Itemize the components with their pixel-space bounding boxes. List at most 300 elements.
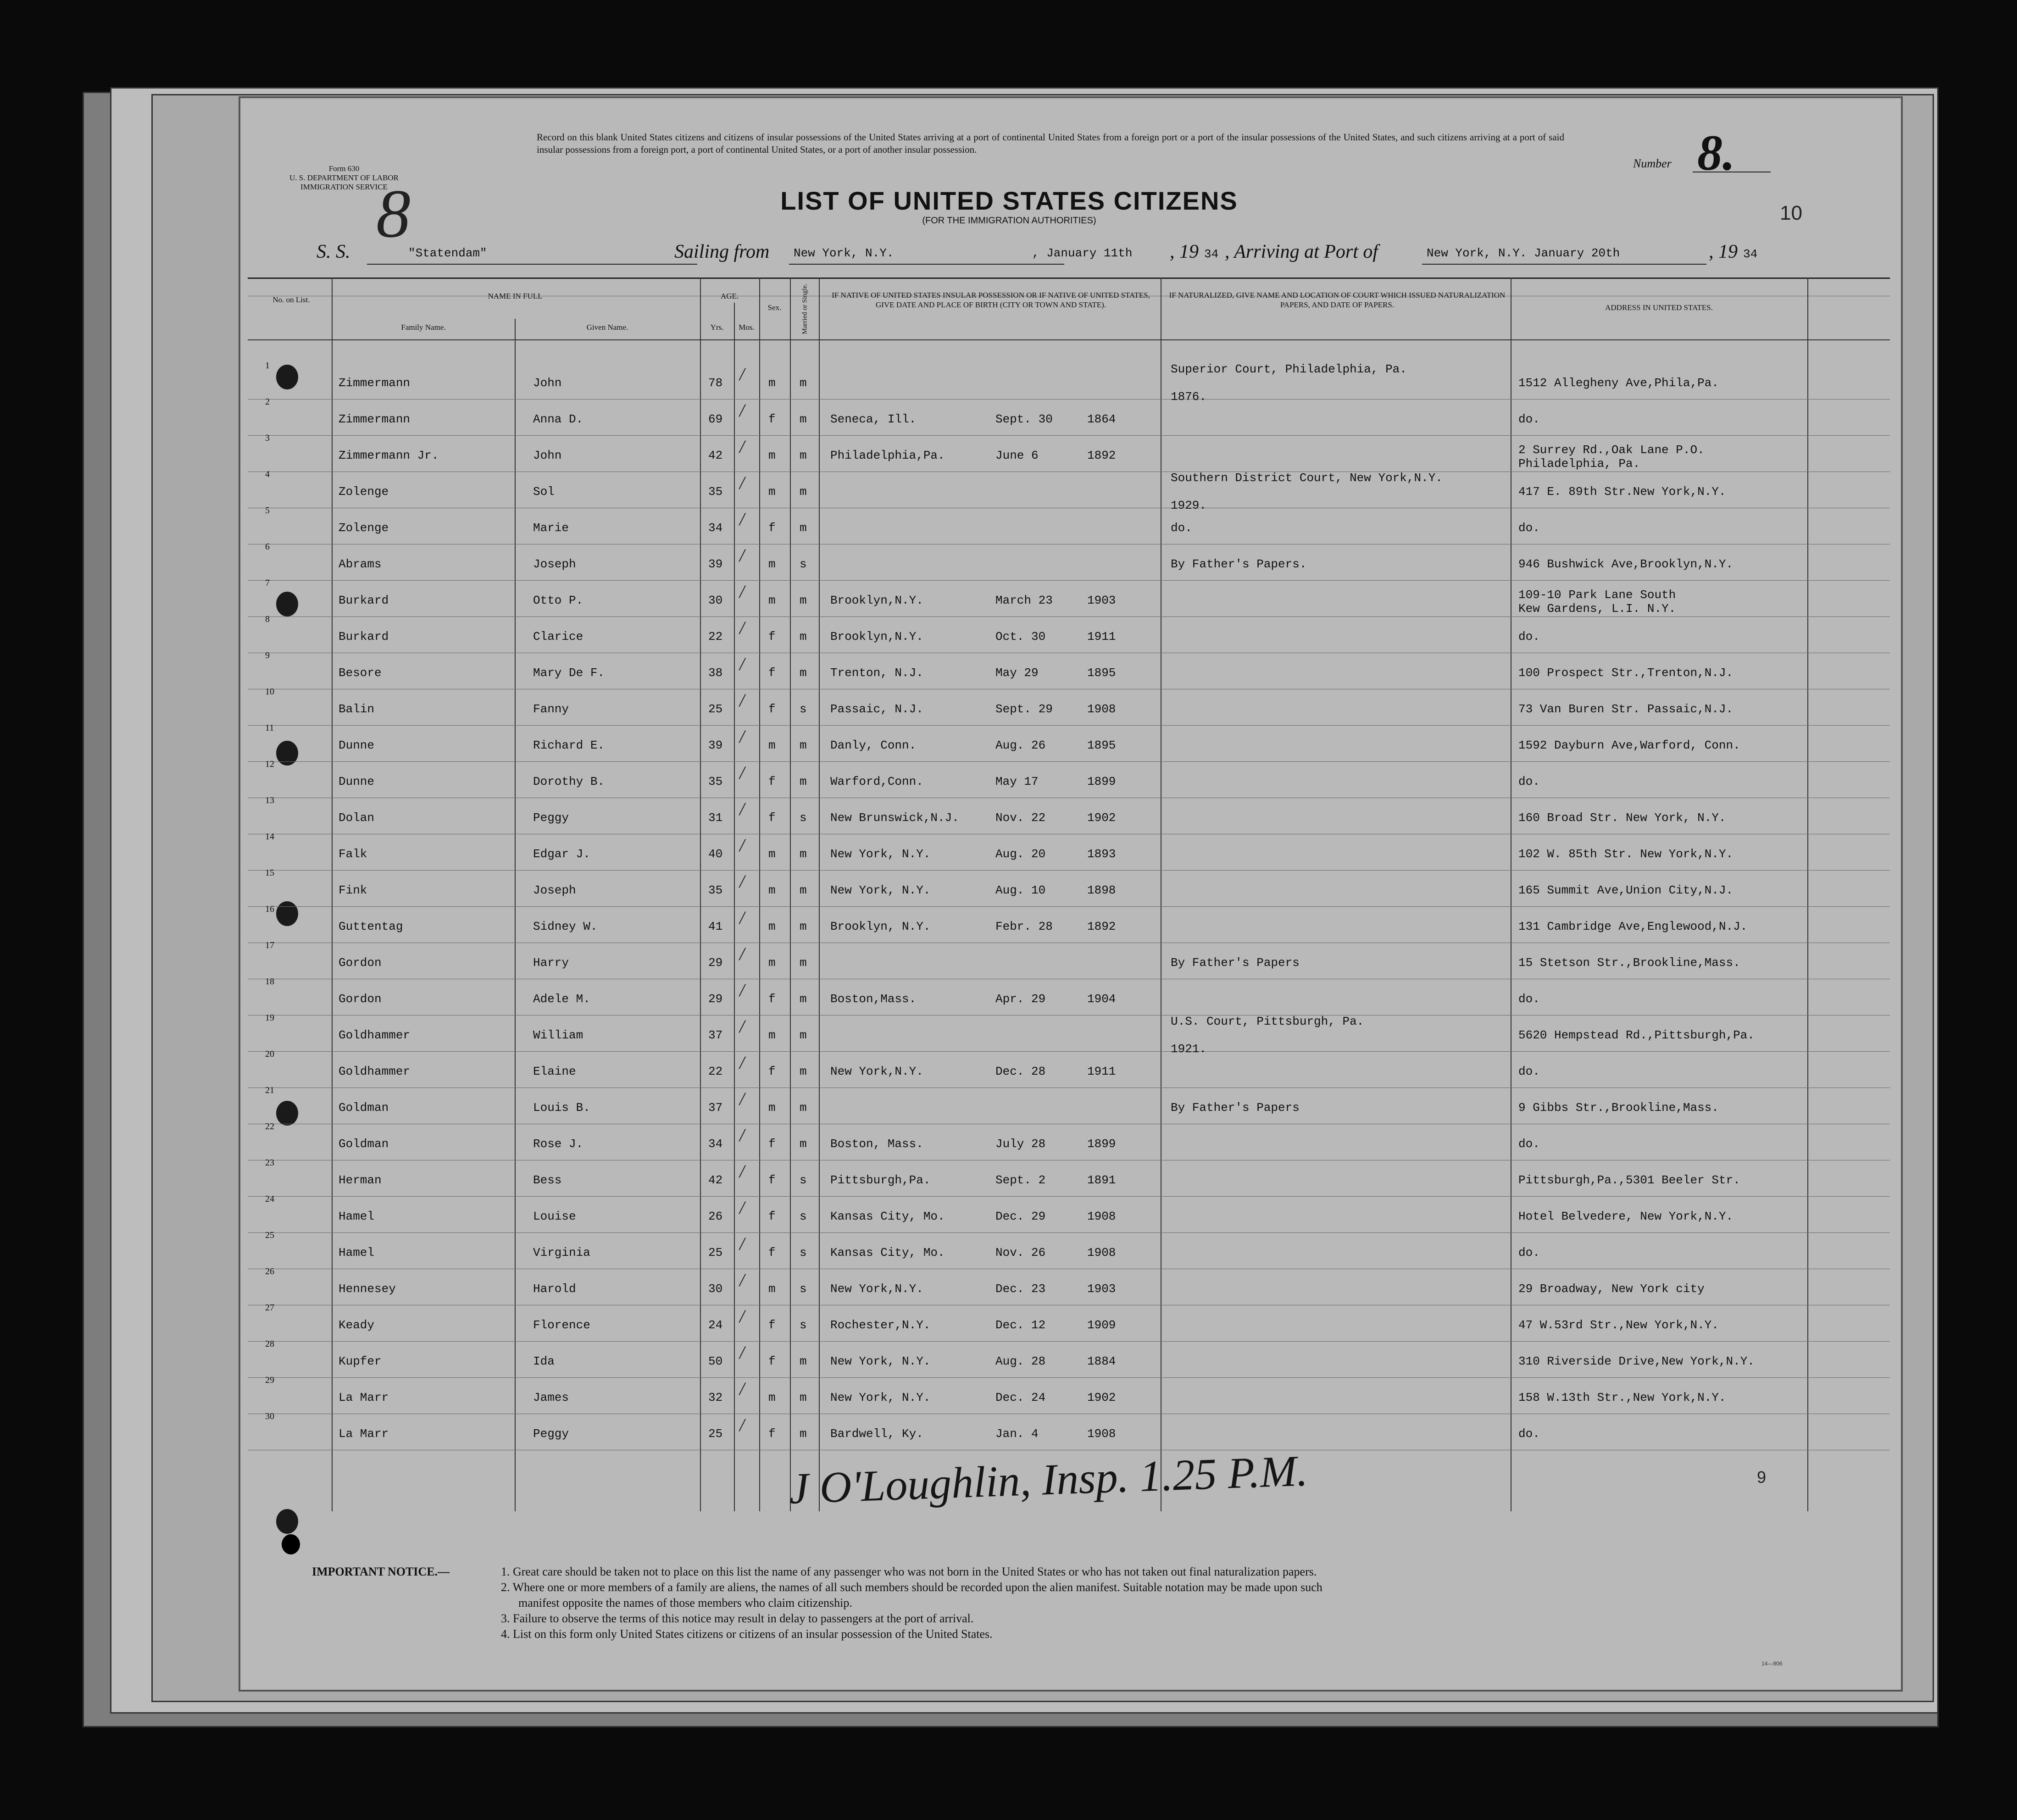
arrival-underline [1422, 264, 1706, 265]
birth-place: New York, N.Y. [830, 847, 931, 861]
check-mark: / [739, 1270, 745, 1290]
marital-status: m [800, 1427, 807, 1441]
column-rule [734, 303, 735, 1511]
naturalization-court: Southern District Court, New York,N.Y. [1171, 471, 1443, 485]
col-yrs-header: Yrs. [710, 323, 724, 332]
birth-date: Aug. 26 [995, 738, 1046, 752]
row-number: 28 [265, 1339, 274, 1349]
check-mark: / [739, 1378, 745, 1399]
given-name: Otto P. [533, 594, 583, 607]
address-line-2: Philadelphia, Pa. [1518, 457, 1640, 471]
marital-status: m [800, 883, 807, 897]
family-name: Goldhammer [339, 1028, 411, 1042]
sex: f [768, 1246, 776, 1260]
check-mark: / [739, 1342, 745, 1363]
col-age-header: AGE. [720, 292, 739, 300]
birth-year: 1904 [1087, 992, 1116, 1006]
marital-status: s [800, 557, 807, 571]
birth-place: Philadelphia,Pa. [830, 449, 945, 462]
check-mark: / [739, 726, 745, 747]
address-line-1: 165 Summit Ave,Union City,N.J. [1518, 883, 1734, 897]
birth-place: Trenton, N.J. [830, 666, 923, 680]
given-name: Fanny [533, 702, 569, 716]
marital-status: m [800, 666, 807, 680]
marital-status: s [800, 1210, 807, 1223]
given-name: Joseph [533, 557, 576, 571]
col-family-header: Family Name. [401, 323, 446, 332]
marital-status: s [800, 702, 807, 716]
birth-place: Rochester,N.Y. [830, 1318, 931, 1332]
check-mark: / [739, 799, 745, 819]
birth-date: Aug. 28 [995, 1354, 1046, 1368]
sex: m [768, 883, 776, 897]
column-rule [819, 277, 820, 1511]
birth-year: 1908 [1087, 1246, 1116, 1260]
age-years: 39 [708, 557, 723, 571]
birth-date: Oct. 30 [995, 630, 1046, 644]
check-mark: / [739, 943, 745, 964]
col-address-header: ADDRESS IN UNITED STATES. [1605, 303, 1713, 312]
sex: f [768, 1427, 776, 1441]
age-years: 31 [708, 811, 723, 825]
age-years: 25 [708, 1246, 723, 1260]
age-years: 29 [708, 956, 723, 970]
check-mark: / [739, 1197, 745, 1218]
birth-date: May 29 [995, 666, 1039, 680]
inspector-signature: J O'Loughlin, Insp. 1.25 P.M. [788, 1446, 1309, 1513]
sex: f [768, 1318, 776, 1332]
row-number: 21 [265, 1085, 274, 1095]
notice-item: 4. List on this form only United States citizens or citizens of an insular possession of the United States. [501, 1627, 993, 1641]
family-name: Dolan [339, 811, 375, 825]
given-name: Dorothy B. [533, 775, 605, 788]
marital-status: m [800, 956, 807, 970]
marital-status: m [800, 1354, 807, 1368]
family-name: La Marr [339, 1391, 389, 1404]
birth-date: Dec. 23 [995, 1282, 1046, 1296]
marital-status: m [800, 594, 807, 607]
address-line-1: 160 Broad Str. New York, N.Y. [1518, 811, 1726, 825]
birth-year: 1899 [1087, 1137, 1116, 1151]
address-line-1: do. [1518, 775, 1540, 788]
family-name: Zolenge [339, 485, 389, 499]
age-years: 39 [708, 738, 723, 752]
birth-place: New York,N.Y. [830, 1282, 923, 1296]
sex: f [768, 775, 776, 788]
birth-date: Dec. 24 [995, 1391, 1046, 1404]
row-number: 4 [265, 469, 270, 479]
notice-item: 3. Failure to observe the terms of this notice may result in delay to passengers at the port of arrival. [501, 1612, 974, 1625]
given-name: Rose J. [533, 1137, 583, 1151]
row-number: 17 [265, 940, 274, 950]
marital-status: m [800, 412, 807, 426]
age-years: 69 [708, 412, 723, 426]
birth-place: Brooklyn,N.Y. [830, 630, 923, 644]
address-line-1: 131 Cambridge Ave,Englewood,N.J. [1518, 920, 1748, 933]
year-prefix: , 19 [1170, 241, 1199, 262]
sex: m [768, 956, 776, 970]
birth-year: 1908 [1087, 702, 1116, 716]
family-name: Burkard [339, 594, 389, 607]
given-name: Mary De F. [533, 666, 605, 680]
address-line-1: 109-10 Park Lane South [1518, 588, 1676, 602]
check-mark: / [739, 1161, 745, 1182]
check-mark: / [739, 364, 745, 384]
row-rule [248, 1196, 1890, 1197]
given-name: Sol [533, 485, 555, 499]
address-line-1: 47 W.53rd Str.,New York,N.Y. [1518, 1318, 1719, 1332]
address-line-1: do. [1518, 992, 1540, 1006]
birth-date: Sept. 30 [995, 412, 1053, 426]
age-years: 30 [708, 1282, 723, 1296]
address-line-1: Pittsburgh,Pa.,5301 Beeler Str. [1518, 1173, 1740, 1187]
marital-status: s [800, 1173, 807, 1187]
age-years: 25 [708, 1427, 723, 1441]
page-title: LIST OF UNITED STATES CITIZENS [780, 186, 1238, 215]
birth-year: 1892 [1087, 449, 1116, 462]
marital-status: m [800, 992, 807, 1006]
row-number: 7 [265, 578, 270, 588]
age-years: 24 [708, 1318, 723, 1332]
family-name: Fink [339, 883, 367, 897]
given-name: Harry [533, 956, 569, 970]
row-number: 19 [265, 1013, 274, 1023]
birth-place: Danly, Conn. [830, 738, 917, 752]
given-name: Elaine [533, 1065, 576, 1078]
marital-status: s [800, 1282, 807, 1296]
marital-status: m [800, 738, 807, 752]
page-number: 10 [1780, 202, 1802, 224]
age-years: 25 [708, 702, 723, 716]
address-line-1: 9 Gibbs Str.,Brookline,Mass. [1518, 1101, 1719, 1115]
birth-year: 1908 [1087, 1427, 1116, 1441]
check-mark: / [739, 835, 745, 855]
age-years: 34 [708, 1137, 723, 1151]
birth-date: Nov. 22 [995, 811, 1046, 825]
row-rule [248, 1051, 1890, 1052]
check-mark: / [739, 1415, 745, 1435]
check-mark: / [739, 1125, 745, 1145]
given-name: John [533, 449, 562, 462]
address-line-1: 417 E. 89th Str.New York,N.Y. [1518, 485, 1726, 499]
row-number: 26 [265, 1266, 274, 1276]
row-number: 12 [265, 759, 274, 769]
address-line-1: do. [1518, 412, 1540, 426]
column-rule [790, 277, 791, 1511]
notice-item: 1. Great care should be taken not to place on this list the name of any passenger who was not born in the United States or who has not taken out final naturalization papers. [501, 1565, 1317, 1578]
address-line-1: Hotel Belvedere, New York,N.Y. [1518, 1210, 1734, 1223]
birth-date: Sept. 2 [995, 1173, 1046, 1187]
address-line-1: 1512 Allegheny Ave,Phila,Pa. [1518, 376, 1719, 390]
voyage-line [317, 241, 1784, 268]
marital-status: m [800, 847, 807, 861]
check-mark: / [739, 871, 745, 892]
family-name: Goldman [339, 1101, 389, 1115]
row-number: 22 [265, 1121, 274, 1132]
sex: f [768, 1065, 776, 1078]
row-number: 1 [265, 361, 270, 371]
naturalization-court: By Father's Papers [1171, 1101, 1300, 1115]
birth-date: Aug. 10 [995, 883, 1046, 897]
birth-year: 1909 [1087, 1318, 1116, 1332]
address-line-1: 100 Prospect Str.,Trenton,N.J. [1518, 666, 1734, 680]
given-name: Virginia [533, 1246, 590, 1260]
address-line-1: 1592 Dayburn Ave,Warford, Conn. [1518, 738, 1740, 752]
birth-year: 1895 [1087, 666, 1116, 680]
marital-status: m [800, 630, 807, 644]
handwritten-mark: 8 [376, 176, 411, 252]
row-number: 9 [265, 650, 270, 660]
departure-underline [789, 264, 1064, 265]
family-name: Herman [339, 1173, 382, 1187]
given-name: Anna D. [533, 412, 583, 426]
check-mark: / [739, 1306, 745, 1326]
record-instructions: Record on this blank United States citizens and citizens of insular possessions of the United States arriving at a port of continental United States from a foreign port or a port of the insular possessions of the United States, and such citizens arriving at a port of said insular possessions from a foreign port, a port of continental United States, or a port of another insular possession. [537, 132, 1564, 155]
family-name: Falk [339, 847, 367, 861]
birth-year: 1911 [1087, 1065, 1116, 1078]
birth-year: 1908 [1087, 1210, 1116, 1223]
age-years: 22 [708, 1065, 723, 1078]
marital-status: m [800, 1391, 807, 1404]
address-line-1: do. [1518, 1137, 1540, 1151]
address-line-1: do. [1518, 1065, 1540, 1078]
given-name: John [533, 376, 562, 390]
sex: f [768, 630, 776, 644]
row-number: 3 [265, 433, 270, 443]
ship-name: "Statendam" [408, 246, 487, 260]
row-rule [248, 580, 1890, 581]
list-number: 8. [1697, 125, 1735, 181]
given-name: Florence [533, 1318, 590, 1332]
check-mark: / [739, 472, 745, 493]
naturalization-year: 1921. [1171, 1042, 1207, 1056]
family-name: La Marr [339, 1427, 389, 1441]
family-name: Zimmermann [339, 412, 411, 426]
check-mark: / [739, 980, 745, 1000]
given-name: William [533, 1028, 583, 1042]
birth-place: Kansas City, Mo. [830, 1246, 945, 1260]
given-name: Sidney W. [533, 920, 598, 933]
column-rule [759, 277, 760, 1511]
col-mos-header: Mos. [739, 323, 755, 332]
ss-label: S. S. [317, 241, 350, 262]
birth-place: Boston, Mass. [830, 1137, 923, 1151]
sex: f [768, 666, 776, 680]
given-name: Edgar J. [533, 847, 590, 861]
birth-year: 1891 [1087, 1173, 1116, 1187]
marital-status: m [800, 775, 807, 788]
address-line-1: do. [1518, 630, 1540, 644]
sex: f [768, 1210, 776, 1223]
row-number: 25 [265, 1230, 274, 1240]
naturalization-court: do. [1171, 521, 1192, 535]
family-name: Goldman [339, 1137, 389, 1151]
marital-status: m [800, 376, 807, 390]
birth-place: Seneca, Ill. [830, 412, 917, 426]
marital-status: m [800, 1065, 807, 1078]
arrival-year: 34 [1743, 247, 1758, 261]
birth-year: 1903 [1087, 1282, 1116, 1296]
family-name: Goldhammer [339, 1065, 411, 1078]
col-birth-header: IF NATIVE OF UNITED STATES INSULAR POSSESSION OR IF NATIVE OF UNITED STATES, GIVE DATE AND PLACE OF BIRTH (CITY OR TOWN AND STATE). [832, 291, 1150, 309]
given-name: Harold [533, 1282, 576, 1296]
row-number: 27 [265, 1303, 274, 1313]
age-years: 35 [708, 775, 723, 788]
form-number: Form 630 [328, 164, 360, 173]
family-name: Dunne [339, 775, 375, 788]
family-name: Hennesey [339, 1282, 396, 1296]
row-rule [248, 725, 1890, 726]
given-name: Ida [533, 1354, 555, 1368]
given-name: Bess [533, 1173, 562, 1187]
row-number: 11 [265, 723, 274, 733]
birth-place: New York,N.Y. [830, 1065, 923, 1078]
age-years: 26 [708, 1210, 723, 1223]
sex: m [768, 594, 776, 607]
family-name: Zolenge [339, 521, 389, 535]
birth-place: Warford,Conn. [830, 775, 923, 788]
birth-date: Dec. 29 [995, 1210, 1046, 1223]
check-mark: / [739, 654, 745, 674]
family-name: Besore [339, 666, 382, 680]
family-name: Hamel [339, 1210, 375, 1223]
given-name: Marie [533, 521, 569, 535]
important-notice [312, 1564, 1826, 1641]
row-rule [248, 1377, 1890, 1378]
address-line-1: 946 Bushwick Ave,Brooklyn,N.Y. [1518, 557, 1734, 571]
birth-place: New York, N.Y. [830, 1354, 931, 1368]
sex: f [768, 1137, 776, 1151]
given-name: Joseph [533, 883, 576, 897]
birth-date: July 28 [995, 1137, 1046, 1151]
sex: f [768, 811, 776, 825]
marital-status: s [800, 1246, 807, 1260]
family-name: Gordon [339, 992, 382, 1006]
address-line-1: do. [1518, 521, 1540, 535]
given-name: Richard E. [533, 738, 605, 752]
age-years: 41 [708, 920, 723, 933]
row-number: 15 [265, 868, 274, 878]
check-mark: / [739, 617, 745, 638]
address-line-1: 73 Van Buren Str. Passaic,N.J. [1518, 702, 1734, 716]
sex: m [768, 449, 776, 462]
birth-year: 1899 [1087, 775, 1116, 788]
row-number: 5 [265, 505, 270, 516]
naturalization-court: By Father's Papers [1171, 956, 1300, 970]
birth-place: New Brunswick,N.J. [830, 811, 959, 825]
family-name: Zimmermann Jr. [339, 449, 439, 462]
col-married-header: Married or Single. [801, 283, 809, 334]
col-name-header: NAME IN FULL [488, 292, 543, 300]
birth-year: 1884 [1087, 1354, 1116, 1368]
age-years: 40 [708, 847, 723, 861]
family-name: Kupfer [339, 1354, 382, 1368]
row-rule [248, 399, 1890, 400]
col-given-header: Given Name. [586, 323, 628, 332]
marital-status: m [800, 920, 807, 933]
departure-date: , January 11th [1032, 246, 1133, 260]
birth-date: Jan. 4 [995, 1427, 1039, 1441]
column-rule [1807, 277, 1808, 1511]
marital-status: s [800, 811, 807, 825]
birth-date: March 23 [995, 594, 1053, 607]
row-rule [248, 1341, 1890, 1342]
naturalization-year: 1876. [1171, 390, 1207, 404]
family-name: Abrams [339, 557, 382, 571]
column-rule [700, 277, 701, 1511]
check-mark: / [739, 1088, 745, 1109]
row-number: 6 [265, 542, 270, 552]
address-line-1: 15 Stetson Str.,Brookline,Mass. [1518, 956, 1740, 970]
corner-mark: 9 [1757, 1468, 1767, 1487]
birth-place: Brooklyn, N.Y. [830, 920, 931, 933]
birth-date: Febr. 28 [995, 920, 1053, 933]
check-mark: / [739, 762, 745, 783]
given-name: Louise [533, 1210, 576, 1223]
birth-date: Dec. 28 [995, 1065, 1046, 1078]
row-number: 23 [265, 1158, 274, 1168]
age-years: 22 [708, 630, 723, 644]
birth-place: Pittsburgh,Pa. [830, 1173, 931, 1187]
col-sex-header: Sex. [767, 303, 782, 312]
arrival-port: New York, N.Y. January 20th [1427, 246, 1620, 260]
naturalization-court: By Father's Papers. [1171, 557, 1307, 571]
age-years: 50 [708, 1354, 723, 1368]
birth-place: Boston,Mass. [830, 992, 917, 1006]
family-name: Burkard [339, 630, 389, 644]
address-line-1: 5620 Hempstead Rd.,Pittsburgh,Pa. [1518, 1028, 1755, 1042]
given-name: Adele M. [533, 992, 590, 1006]
birth-date: Aug. 20 [995, 847, 1046, 861]
sex: m [768, 847, 776, 861]
address-line-1: 102 W. 85th Str. New York,N.Y. [1518, 847, 1734, 861]
address-line-1: 29 Broadway, New York city [1518, 1282, 1705, 1296]
age-years: 42 [708, 449, 723, 462]
sex: f [768, 521, 776, 535]
address-line-1: 158 W.13th Str.,New York,N.Y. [1518, 1391, 1726, 1404]
birth-place: Bardwell, Ky. [830, 1427, 923, 1441]
marital-status: m [800, 521, 807, 535]
birth-year: 1902 [1087, 811, 1116, 825]
age-years: 78 [708, 376, 723, 390]
marital-status: s [800, 1318, 807, 1332]
sex: f [768, 1354, 776, 1368]
address-line-1: do. [1518, 1246, 1540, 1260]
age-years: 29 [708, 992, 723, 1006]
birth-place: Kansas City, Mo. [830, 1210, 945, 1223]
birth-date: Dec. 12 [995, 1318, 1046, 1332]
check-mark: / [739, 1052, 745, 1073]
row-rule [248, 906, 1890, 907]
col-naturalized-header: IF NATURALIZED, GIVE NAME AND LOCATION OF COURT WHICH ISSUED NATURALIZATION PAPERS, AND DATE OF PAPERS. [1169, 291, 1506, 309]
row-number: 8 [265, 614, 270, 624]
row-rule [248, 870, 1890, 871]
check-mark: / [739, 545, 745, 566]
naturalization-court: Superior Court, Philadelphia, Pa. [1171, 362, 1407, 376]
family-name: Balin [339, 702, 375, 716]
sex: m [768, 1101, 776, 1115]
row-number: 13 [265, 795, 274, 805]
given-name: James [533, 1391, 569, 1404]
family-name: Gordon [339, 956, 382, 970]
birth-year: 1898 [1087, 883, 1116, 897]
column-rule [332, 277, 333, 1511]
col-no-header: No. on List. [272, 295, 310, 304]
row-rule [248, 435, 1890, 436]
check-mark: / [739, 1016, 745, 1037]
sailing-label: Sailing from [674, 241, 770, 262]
passenger-table [248, 277, 1890, 1511]
